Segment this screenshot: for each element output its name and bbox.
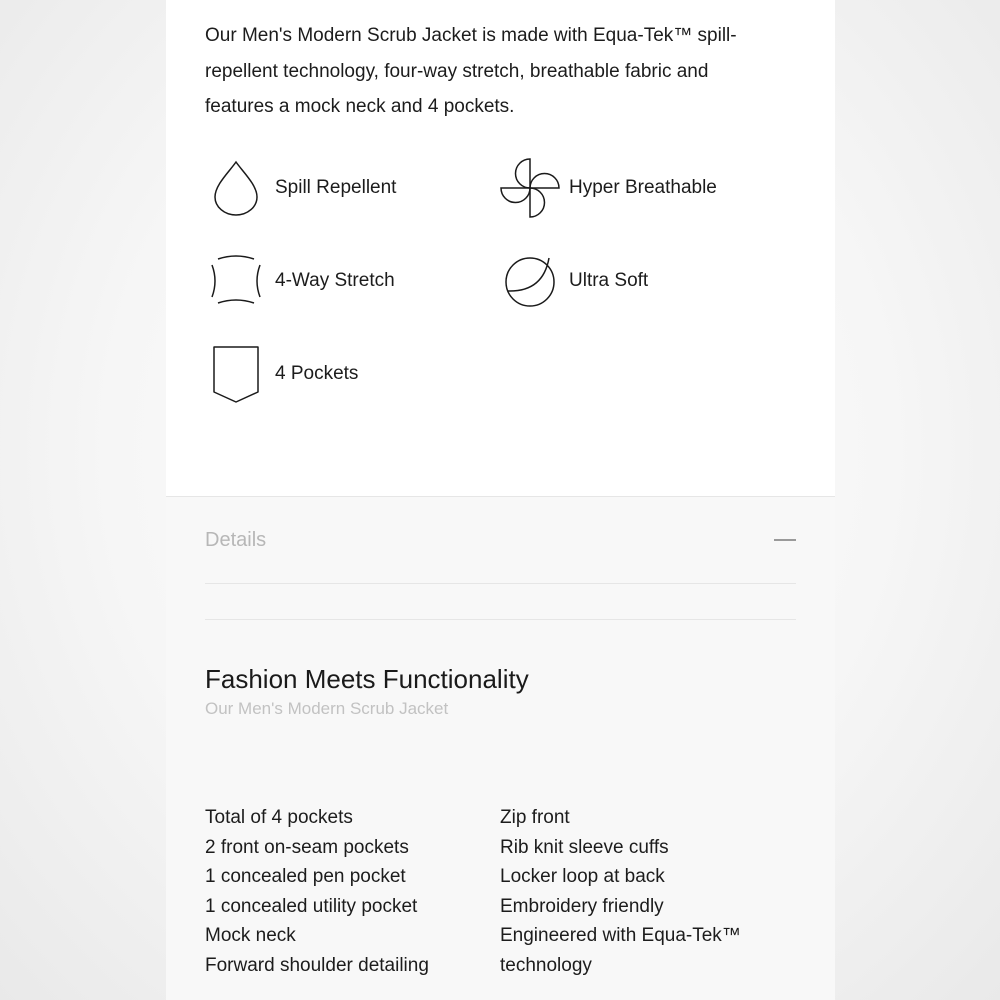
soft-circle-icon: [499, 250, 561, 312]
feature-label: 4 Pockets: [275, 363, 359, 384]
feature-hyper-breathable: [499, 157, 717, 219]
spec-list-left: [205, 803, 495, 980]
minus-icon[interactable]: [774, 539, 796, 541]
feature-spill-repellent: [205, 157, 396, 219]
feature-label: Ultra Soft: [569, 270, 649, 291]
spec-item: Engineered with Equa-Tek™: [500, 925, 741, 946]
pinwheel-icon: [499, 157, 561, 219]
spec-item: Zip front: [500, 807, 570, 828]
divider: [205, 619, 796, 620]
details-accordion-header[interactable]: [205, 518, 796, 562]
product-description: Our Men's Modern Scrub Jacket is made with Equa-Tek™ spill-repellent technology, four-way stretch, breathable fabric and features a mock neck and 4 pockets.: [205, 25, 737, 117]
spec-item: Rib knit sleeve cuffs: [500, 836, 669, 858]
section-subheading: Our Men's Modern Scrub Jacket: [205, 699, 449, 718]
feature-label: 4-Way Stretch: [275, 270, 395, 291]
spec-item: Forward shoulder detailing: [205, 954, 429, 976]
details-title: Details: [205, 528, 267, 551]
stretch-icon: [205, 250, 267, 312]
feature-ultra-soft: [499, 250, 648, 312]
feature-4-way-stretch: [205, 250, 395, 312]
spec-item: 1 concealed utility pocket: [205, 895, 418, 917]
feature-label: Spill Repellent: [275, 177, 397, 198]
section-heading: Fashion Meets Functionality: [205, 664, 529, 694]
feature-4-pockets: [205, 343, 358, 405]
spec-item: Mock neck: [205, 925, 296, 946]
spec-item: 1 concealed pen pocket: [205, 866, 406, 887]
pocket-icon: [205, 343, 267, 405]
spec-item: Locker loop at back: [500, 866, 665, 887]
spec-item: technology: [500, 954, 592, 976]
spec-item: Embroidery friendly: [500, 895, 664, 917]
spec-item: 2 front on-seam pockets: [205, 836, 409, 858]
product-info-panel: [166, 0, 835, 1000]
product-description-card: [166, 0, 835, 497]
divider: [205, 583, 796, 584]
droplet-icon: [205, 157, 267, 219]
spec-list-right: [500, 803, 780, 980]
feature-label: Hyper Breathable: [569, 177, 717, 198]
spec-item: Total of 4 pockets: [205, 807, 353, 828]
